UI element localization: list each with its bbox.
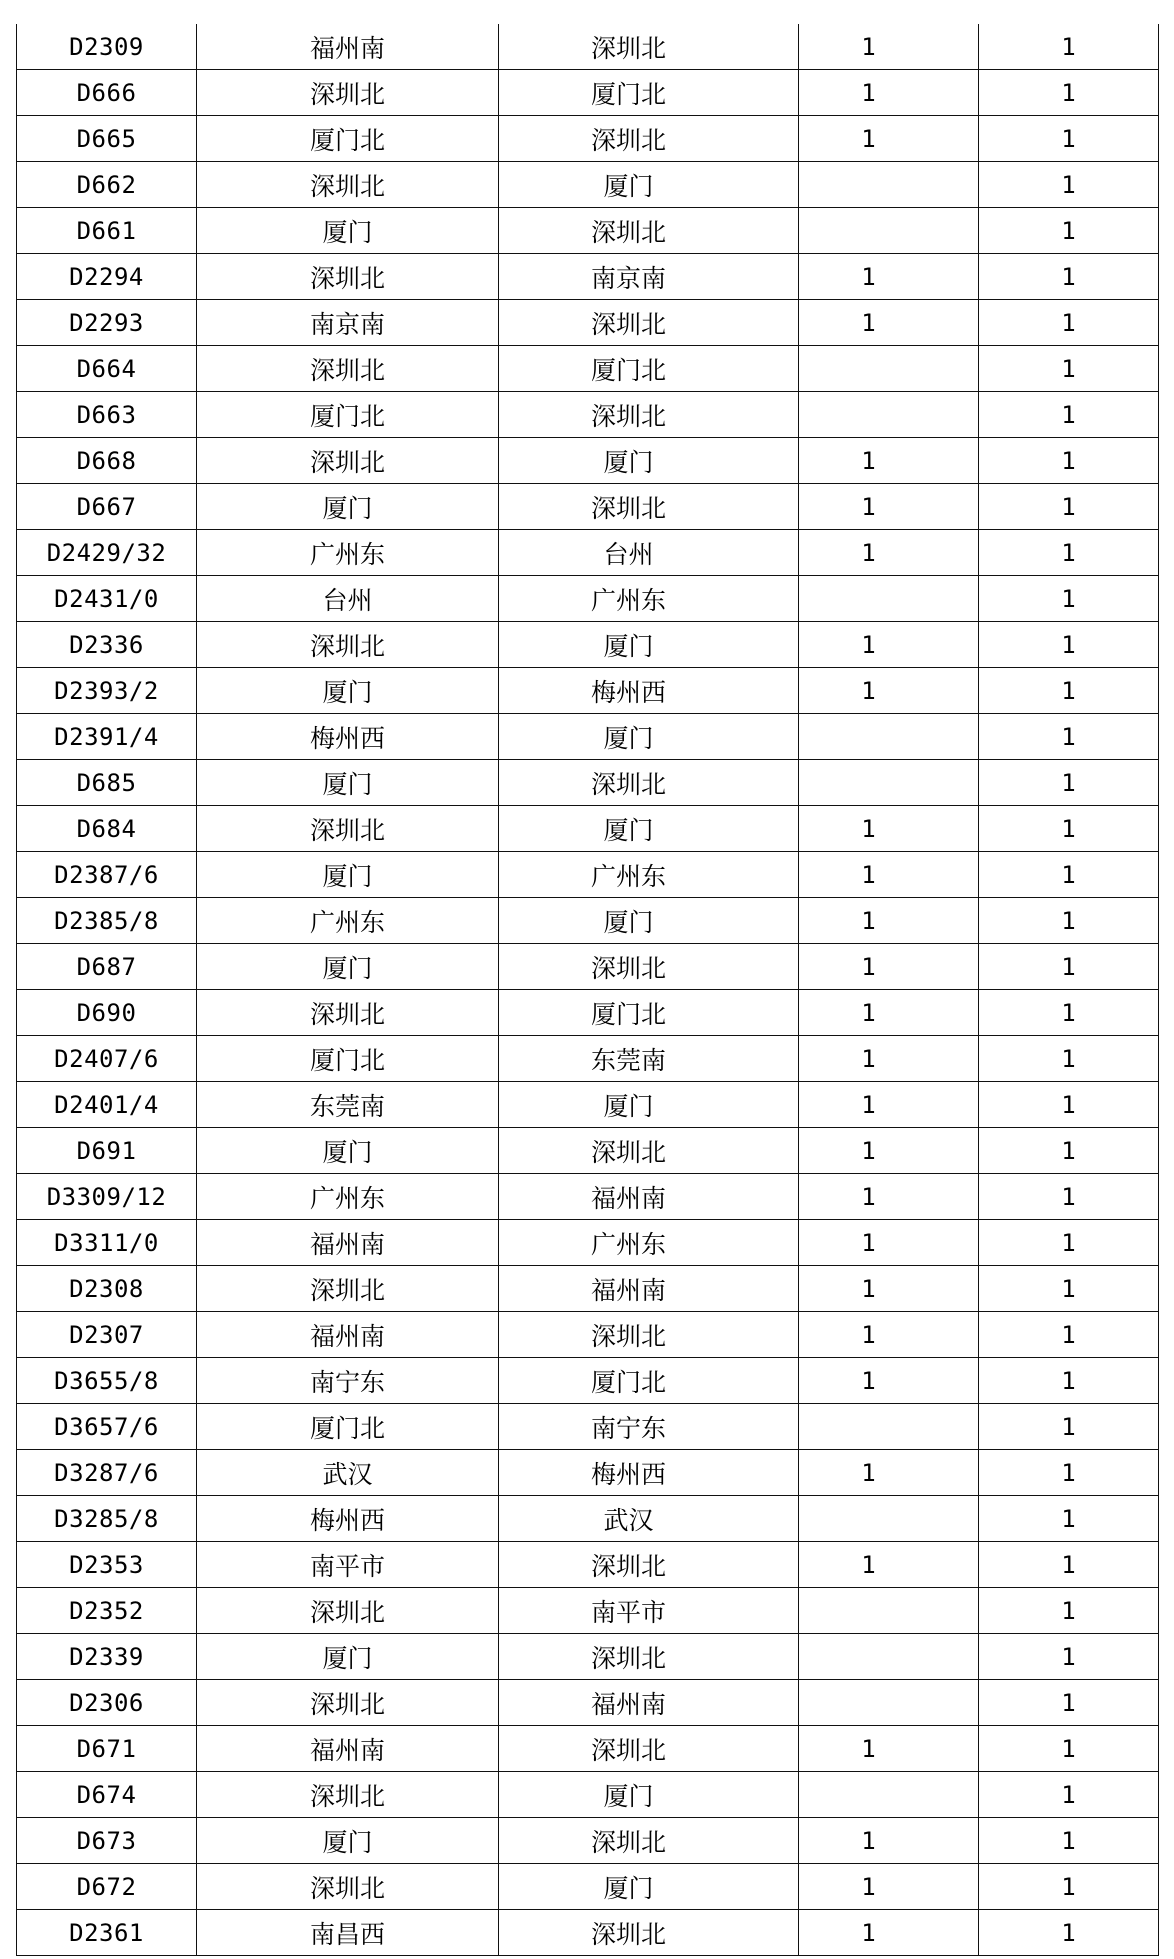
flag-cell-1: 1 xyxy=(799,806,979,852)
flag-cell-2: 1 xyxy=(979,162,1159,208)
table-row xyxy=(17,852,1159,898)
flag-cell-1 xyxy=(799,162,979,208)
flag-cell-1: 1 xyxy=(799,852,979,898)
origin-station-cell: 梅州西 xyxy=(197,714,499,760)
table-row xyxy=(17,116,1159,162)
flag-cell-1: 1 xyxy=(799,438,979,484)
origin-station-cell: 深圳北 xyxy=(197,1772,499,1818)
destination-station-cell: 厦门北 xyxy=(499,346,799,392)
table-row xyxy=(17,70,1159,116)
table-row xyxy=(17,1036,1159,1082)
table-row xyxy=(17,1082,1159,1128)
train-number-cell: D661 xyxy=(17,208,197,254)
flag-cell-2: 1 xyxy=(979,1496,1159,1542)
flag-cell-1: 1 xyxy=(799,1082,979,1128)
train-number-cell: D667 xyxy=(17,484,197,530)
flag-cell-1 xyxy=(799,1772,979,1818)
flag-cell-1: 1 xyxy=(799,1358,979,1404)
origin-station-cell: 武汉 xyxy=(197,1450,499,1496)
train-number-cell: D2429/32 xyxy=(17,530,197,576)
table-row xyxy=(17,346,1159,392)
train-number-cell: D685 xyxy=(17,760,197,806)
train-number-cell: D673 xyxy=(17,1818,197,1864)
flag-cell-1: 1 xyxy=(799,668,979,714)
destination-station-cell: 福州南 xyxy=(499,1174,799,1220)
table-row xyxy=(17,1404,1159,1450)
table-row xyxy=(17,1496,1159,1542)
flag-cell-1 xyxy=(799,1496,979,1542)
table-row xyxy=(17,576,1159,622)
origin-station-cell: 厦门 xyxy=(197,668,499,714)
flag-cell-1: 1 xyxy=(799,254,979,300)
table-row xyxy=(17,990,1159,1036)
flag-cell-1: 1 xyxy=(799,1818,979,1864)
flag-cell-1 xyxy=(799,1680,979,1726)
destination-station-cell: 东莞南 xyxy=(499,1036,799,1082)
train-number-cell: D2391/4 xyxy=(17,714,197,760)
train-number-cell: D2352 xyxy=(17,1588,197,1634)
flag-cell-2: 1 xyxy=(979,1128,1159,1174)
origin-station-cell: 厦门北 xyxy=(197,392,499,438)
flag-cell-1: 1 xyxy=(799,24,979,70)
origin-station-cell: 深圳北 xyxy=(197,254,499,300)
table-row xyxy=(17,208,1159,254)
destination-station-cell: 深圳北 xyxy=(499,1726,799,1772)
flag-cell-2: 1 xyxy=(979,392,1159,438)
destination-station-cell: 厦门 xyxy=(499,714,799,760)
destination-station-cell: 南京南 xyxy=(499,254,799,300)
flag-cell-2: 1 xyxy=(979,484,1159,530)
table-row xyxy=(17,1312,1159,1358)
flag-cell-2: 1 xyxy=(979,576,1159,622)
flag-cell-1: 1 xyxy=(799,1174,979,1220)
flag-cell-1: 1 xyxy=(799,300,979,346)
train-number-cell: D3657/6 xyxy=(17,1404,197,1450)
flag-cell-2: 1 xyxy=(979,116,1159,162)
train-number-cell: D2336 xyxy=(17,622,197,668)
destination-station-cell: 深圳北 xyxy=(499,484,799,530)
table-row xyxy=(17,1542,1159,1588)
flag-cell-1 xyxy=(799,1404,979,1450)
origin-station-cell: 厦门 xyxy=(197,1634,499,1680)
destination-station-cell: 深圳北 xyxy=(499,1818,799,1864)
origin-station-cell: 南宁东 xyxy=(197,1358,499,1404)
origin-station-cell: 福州南 xyxy=(197,1726,499,1772)
origin-station-cell: 厦门 xyxy=(197,1818,499,1864)
flag-cell-2: 1 xyxy=(979,530,1159,576)
flag-cell-2: 1 xyxy=(979,1910,1159,1956)
destination-station-cell: 厦门北 xyxy=(499,1358,799,1404)
train-number-cell: D2387/6 xyxy=(17,852,197,898)
table-row xyxy=(17,1220,1159,1266)
flag-cell-1: 1 xyxy=(799,1220,979,1266)
train-number-cell: D672 xyxy=(17,1864,197,1910)
train-number-cell: D3309/12 xyxy=(17,1174,197,1220)
train-number-cell: D2339 xyxy=(17,1634,197,1680)
destination-station-cell: 深圳北 xyxy=(499,24,799,70)
flag-cell-2: 1 xyxy=(979,852,1159,898)
destination-station-cell: 梅州西 xyxy=(499,1450,799,1496)
flag-cell-2: 1 xyxy=(979,1312,1159,1358)
train-number-cell: D2293 xyxy=(17,300,197,346)
table-row xyxy=(17,1726,1159,1772)
origin-station-cell: 厦门 xyxy=(197,484,499,530)
origin-station-cell: 深圳北 xyxy=(197,438,499,484)
origin-station-cell: 深圳北 xyxy=(197,1588,499,1634)
train-number-cell: D2401/4 xyxy=(17,1082,197,1128)
table-row xyxy=(17,944,1159,990)
table-row xyxy=(17,806,1159,852)
train-number-cell: D684 xyxy=(17,806,197,852)
train-number-cell: D2307 xyxy=(17,1312,197,1358)
flag-cell-2: 1 xyxy=(979,1588,1159,1634)
flag-cell-1 xyxy=(799,576,979,622)
flag-cell-2: 1 xyxy=(979,944,1159,990)
destination-station-cell: 深圳北 xyxy=(499,392,799,438)
origin-station-cell: 厦门北 xyxy=(197,1036,499,1082)
flag-cell-2: 1 xyxy=(979,1174,1159,1220)
destination-station-cell: 厦门 xyxy=(499,806,799,852)
table-row xyxy=(17,1634,1159,1680)
origin-station-cell: 深圳北 xyxy=(197,622,499,668)
table-row xyxy=(17,254,1159,300)
flag-cell-1: 1 xyxy=(799,70,979,116)
table-row xyxy=(17,24,1159,70)
flag-cell-2: 1 xyxy=(979,300,1159,346)
train-number-cell: D3287/6 xyxy=(17,1450,197,1496)
table-row xyxy=(17,1450,1159,1496)
destination-station-cell: 深圳北 xyxy=(499,1312,799,1358)
table-row xyxy=(17,1818,1159,1864)
flag-cell-2: 1 xyxy=(979,714,1159,760)
train-number-cell: D668 xyxy=(17,438,197,484)
flag-cell-1 xyxy=(799,346,979,392)
flag-cell-2: 1 xyxy=(979,1358,1159,1404)
flag-cell-2: 1 xyxy=(979,438,1159,484)
flag-cell-2: 1 xyxy=(979,898,1159,944)
origin-station-cell: 福州南 xyxy=(197,24,499,70)
destination-station-cell: 广州东 xyxy=(499,576,799,622)
flag-cell-2: 1 xyxy=(979,1542,1159,1588)
origin-station-cell: 深圳北 xyxy=(197,1680,499,1726)
flag-cell-1: 1 xyxy=(799,1128,979,1174)
flag-cell-1 xyxy=(799,208,979,254)
table-row xyxy=(17,300,1159,346)
flag-cell-1: 1 xyxy=(799,484,979,530)
origin-station-cell: 广州东 xyxy=(197,530,499,576)
destination-station-cell: 厦门 xyxy=(499,622,799,668)
train-number-cell: D690 xyxy=(17,990,197,1036)
train-number-cell: D2294 xyxy=(17,254,197,300)
flag-cell-2: 1 xyxy=(979,760,1159,806)
destination-station-cell: 深圳北 xyxy=(499,300,799,346)
destination-station-cell: 深圳北 xyxy=(499,1634,799,1680)
origin-station-cell: 厦门 xyxy=(197,760,499,806)
origin-station-cell: 厦门 xyxy=(197,852,499,898)
flag-cell-1: 1 xyxy=(799,1864,979,1910)
train-number-cell: D665 xyxy=(17,116,197,162)
origin-station-cell: 深圳北 xyxy=(197,990,499,1036)
table-row xyxy=(17,1910,1159,1956)
origin-station-cell: 深圳北 xyxy=(197,1266,499,1312)
flag-cell-2: 1 xyxy=(979,70,1159,116)
origin-station-cell: 广州东 xyxy=(197,898,499,944)
destination-station-cell: 厦门北 xyxy=(499,990,799,1036)
flag-cell-2: 1 xyxy=(979,1680,1159,1726)
train-number-cell: D2309 xyxy=(17,24,197,70)
flag-cell-2: 1 xyxy=(979,1036,1159,1082)
flag-cell-1 xyxy=(799,714,979,760)
flag-cell-1 xyxy=(799,1634,979,1680)
destination-station-cell: 深圳北 xyxy=(499,208,799,254)
table-row xyxy=(17,714,1159,760)
train-number-cell: D663 xyxy=(17,392,197,438)
train-number-cell: D664 xyxy=(17,346,197,392)
flag-cell-1: 1 xyxy=(799,1542,979,1588)
flag-cell-1: 1 xyxy=(799,990,979,1036)
train-number-cell: D2393/2 xyxy=(17,668,197,714)
origin-station-cell: 厦门 xyxy=(197,208,499,254)
table-row xyxy=(17,1174,1159,1220)
destination-station-cell: 厦门 xyxy=(499,1772,799,1818)
flag-cell-1: 1 xyxy=(799,1726,979,1772)
flag-cell-2: 1 xyxy=(979,24,1159,70)
flag-cell-2: 1 xyxy=(979,806,1159,852)
origin-station-cell: 深圳北 xyxy=(197,346,499,392)
origin-station-cell: 厦门 xyxy=(197,944,499,990)
flag-cell-2: 1 xyxy=(979,1864,1159,1910)
table-row xyxy=(17,530,1159,576)
destination-station-cell: 梅州西 xyxy=(499,668,799,714)
table-row xyxy=(17,1864,1159,1910)
destination-station-cell: 福州南 xyxy=(499,1680,799,1726)
flag-cell-1: 1 xyxy=(799,1450,979,1496)
table-row xyxy=(17,1358,1159,1404)
destination-station-cell: 南平市 xyxy=(499,1588,799,1634)
origin-station-cell: 深圳北 xyxy=(197,162,499,208)
destination-station-cell: 广州东 xyxy=(499,1220,799,1266)
train-number-cell: D671 xyxy=(17,1726,197,1772)
destination-station-cell: 台州 xyxy=(499,530,799,576)
flag-cell-1 xyxy=(799,760,979,806)
destination-station-cell: 深圳北 xyxy=(499,944,799,990)
flag-cell-2: 1 xyxy=(979,1220,1159,1266)
flag-cell-2: 1 xyxy=(979,990,1159,1036)
table-row xyxy=(17,392,1159,438)
flag-cell-2: 1 xyxy=(979,346,1159,392)
destination-station-cell: 南宁东 xyxy=(499,1404,799,1450)
origin-station-cell: 南平市 xyxy=(197,1542,499,1588)
destination-station-cell: 深圳北 xyxy=(499,1910,799,1956)
table-row xyxy=(17,1266,1159,1312)
flag-cell-2: 1 xyxy=(979,208,1159,254)
flag-cell-2: 1 xyxy=(979,1726,1159,1772)
flag-cell-1: 1 xyxy=(799,1266,979,1312)
train-number-cell: D2306 xyxy=(17,1680,197,1726)
origin-station-cell: 厦门 xyxy=(197,1128,499,1174)
flag-cell-2: 1 xyxy=(979,1082,1159,1128)
train-schedule-table xyxy=(16,24,1159,1956)
table-row xyxy=(17,760,1159,806)
origin-station-cell: 厦门北 xyxy=(197,116,499,162)
origin-station-cell: 深圳北 xyxy=(197,806,499,852)
flag-cell-1: 1 xyxy=(799,530,979,576)
train-number-cell: D3285/8 xyxy=(17,1496,197,1542)
table-row xyxy=(17,162,1159,208)
table-row xyxy=(17,622,1159,668)
origin-station-cell: 厦门北 xyxy=(197,1404,499,1450)
flag-cell-2: 1 xyxy=(979,1266,1159,1312)
flag-cell-2: 1 xyxy=(979,254,1159,300)
train-number-cell: D666 xyxy=(17,70,197,116)
destination-station-cell: 广州东 xyxy=(499,852,799,898)
origin-station-cell: 福州南 xyxy=(197,1220,499,1266)
flag-cell-2: 1 xyxy=(979,668,1159,714)
table-row xyxy=(17,1588,1159,1634)
destination-station-cell: 厦门 xyxy=(499,438,799,484)
table-body xyxy=(17,24,1159,1956)
flag-cell-2: 1 xyxy=(979,1772,1159,1818)
origin-station-cell: 广州东 xyxy=(197,1174,499,1220)
origin-station-cell: 东莞南 xyxy=(197,1082,499,1128)
train-number-cell: D691 xyxy=(17,1128,197,1174)
table-row xyxy=(17,1680,1159,1726)
train-number-cell: D3655/8 xyxy=(17,1358,197,1404)
destination-station-cell: 厦门 xyxy=(499,1864,799,1910)
flag-cell-1: 1 xyxy=(799,1312,979,1358)
flag-cell-2: 1 xyxy=(979,1634,1159,1680)
flag-cell-2: 1 xyxy=(979,1450,1159,1496)
destination-station-cell: 深圳北 xyxy=(499,116,799,162)
flag-cell-1: 1 xyxy=(799,622,979,668)
table-row xyxy=(17,1772,1159,1818)
table-row xyxy=(17,898,1159,944)
flag-cell-1: 1 xyxy=(799,944,979,990)
destination-station-cell: 深圳北 xyxy=(499,760,799,806)
train-number-cell: D3311/0 xyxy=(17,1220,197,1266)
table-row xyxy=(17,1128,1159,1174)
train-number-cell: D2361 xyxy=(17,1910,197,1956)
destination-station-cell: 厦门 xyxy=(499,1082,799,1128)
destination-station-cell: 深圳北 xyxy=(499,1542,799,1588)
flag-cell-1: 1 xyxy=(799,116,979,162)
flag-cell-1 xyxy=(799,392,979,438)
flag-cell-2: 1 xyxy=(979,1818,1159,1864)
origin-station-cell: 深圳北 xyxy=(197,1864,499,1910)
train-number-cell: D662 xyxy=(17,162,197,208)
destination-station-cell: 厦门 xyxy=(499,162,799,208)
origin-station-cell: 梅州西 xyxy=(197,1496,499,1542)
train-number-cell: D2308 xyxy=(17,1266,197,1312)
origin-station-cell: 深圳北 xyxy=(197,70,499,116)
flag-cell-1: 1 xyxy=(799,898,979,944)
destination-station-cell: 厦门北 xyxy=(499,70,799,116)
train-number-cell: D2431/0 xyxy=(17,576,197,622)
train-number-cell: D687 xyxy=(17,944,197,990)
destination-station-cell: 武汉 xyxy=(499,1496,799,1542)
train-number-cell: D2353 xyxy=(17,1542,197,1588)
origin-station-cell: 南京南 xyxy=(197,300,499,346)
flag-cell-2: 1 xyxy=(979,1404,1159,1450)
origin-station-cell: 台州 xyxy=(197,576,499,622)
table-row xyxy=(17,438,1159,484)
table-row xyxy=(17,484,1159,530)
origin-station-cell: 南昌西 xyxy=(197,1910,499,1956)
destination-station-cell: 厦门 xyxy=(499,898,799,944)
train-number-cell: D2385/8 xyxy=(17,898,197,944)
destination-station-cell: 深圳北 xyxy=(499,1128,799,1174)
flag-cell-1: 1 xyxy=(799,1036,979,1082)
destination-station-cell: 福州南 xyxy=(499,1266,799,1312)
train-number-cell: D674 xyxy=(17,1772,197,1818)
origin-station-cell: 福州南 xyxy=(197,1312,499,1358)
flag-cell-1: 1 xyxy=(799,1910,979,1956)
train-number-cell: D2407/6 xyxy=(17,1036,197,1082)
table-row xyxy=(17,668,1159,714)
flag-cell-2: 1 xyxy=(979,622,1159,668)
flag-cell-1 xyxy=(799,1588,979,1634)
